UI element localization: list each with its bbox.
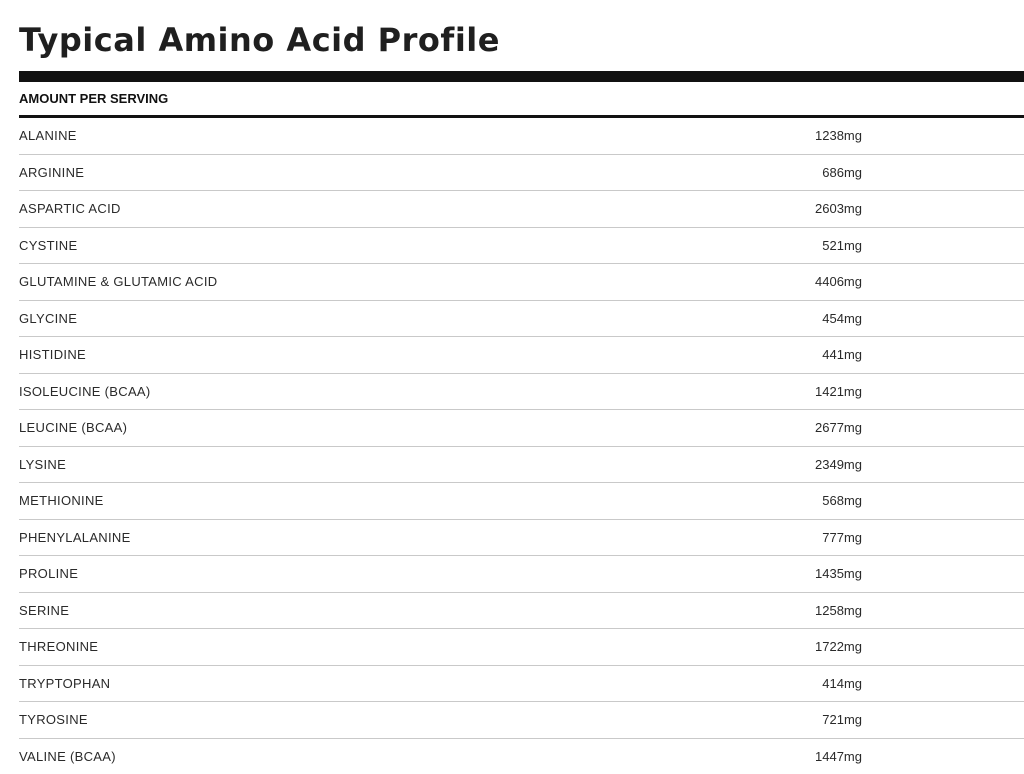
table-row (19, 155, 1024, 192)
amino-acid-table (19, 118, 1024, 774)
heading-divider (19, 71, 1024, 82)
amino-acid-name: SERINE (19, 603, 69, 618)
amino-acid-name: CYSTINE (19, 238, 77, 253)
table-row (19, 520, 1024, 557)
amino-acid-name: TYROSINE (19, 712, 88, 727)
table-row (19, 739, 1024, 774)
amino-acid-amount: 1258mg (815, 603, 862, 618)
amino-acid-amount: 521mg (822, 238, 862, 253)
table-row (19, 337, 1024, 374)
table-row (19, 593, 1024, 630)
amino-acid-amount: 4406mg (815, 274, 862, 289)
amino-acid-amount: 721mg (822, 712, 862, 727)
amino-acid-name: GLUTAMINE & GLUTAMIC ACID (19, 274, 217, 289)
amino-acid-name: VALINE (BCAA) (19, 749, 116, 764)
table-row (19, 666, 1024, 703)
table-row (19, 118, 1024, 155)
amino-acid-name: ARGININE (19, 165, 84, 180)
amino-acid-amount: 454mg (822, 311, 862, 326)
amino-acid-amount: 441mg (822, 347, 862, 362)
amino-acid-name: ISOLEUCINE (BCAA) (19, 384, 151, 399)
amino-acid-name: GLYCINE (19, 311, 77, 326)
table-row (19, 410, 1024, 447)
amino-acid-name: PHENYLALANINE (19, 530, 131, 545)
table-row (19, 483, 1024, 520)
amino-acid-amount: 1722mg (815, 639, 862, 654)
amino-acid-amount: 414mg (822, 676, 862, 691)
amino-acid-name: METHIONINE (19, 493, 104, 508)
amino-acid-name: TRYPTOPHAN (19, 676, 110, 691)
amino-acid-name: ASPARTIC ACID (19, 201, 121, 216)
amino-acid-amount: 2349mg (815, 457, 862, 472)
amino-acid-amount: 686mg (822, 165, 862, 180)
table-row (19, 264, 1024, 301)
page-title: Typical Amino Acid Profile (19, 18, 500, 62)
table-row (19, 191, 1024, 228)
amino-acid-amount: 1435mg (815, 566, 862, 581)
amino-acid-amount: 2677mg (815, 420, 862, 435)
amount-per-serving-label: AMOUNT PER SERVING (19, 91, 168, 106)
amino-acid-amount: 777mg (822, 530, 862, 545)
table-row (19, 556, 1024, 593)
table-row (19, 447, 1024, 484)
amino-acid-amount: 2603mg (815, 201, 862, 216)
table-header (19, 82, 1024, 118)
amino-acid-name: PROLINE (19, 566, 78, 581)
table-row (19, 301, 1024, 338)
amino-acid-name: THREONINE (19, 639, 98, 654)
amino-acid-name: ALANINE (19, 128, 77, 143)
table-row (19, 702, 1024, 739)
amino-acid-amount: 1238mg (815, 128, 862, 143)
table-row (19, 629, 1024, 666)
amino-acid-name: LYSINE (19, 457, 66, 472)
amino-acid-amount: 568mg (822, 493, 862, 508)
amino-acid-amount: 1447mg (815, 749, 862, 764)
table-row (19, 228, 1024, 265)
table-row (19, 374, 1024, 411)
amino-acid-name: LEUCINE (BCAA) (19, 420, 127, 435)
amino-acid-name: HISTIDINE (19, 347, 86, 362)
amino-acid-amount: 1421mg (815, 384, 862, 399)
